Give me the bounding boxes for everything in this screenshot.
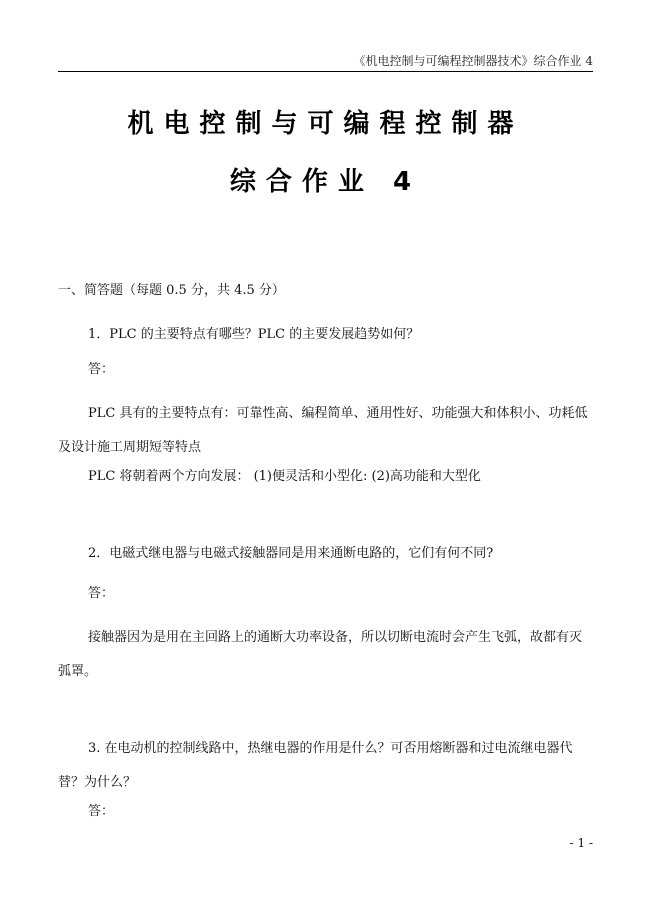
answer-label-1: 答： <box>88 362 115 377</box>
section-heading: 一、简答题（每题 0.5 分，共 4.5 分） <box>58 283 285 298</box>
answer-2-paragraph-1: 接触器因为是用在主回路上的通断大功率设备，所以切断电流时会产生飞弧，故都有灭弧罩。 <box>58 630 583 679</box>
header-rule <box>58 71 593 72</box>
document-title: 机电控制与可编程控制器 <box>127 109 524 139</box>
question-2: 2．电磁式继电器与电磁式接触器同是用来通断电路的，它们有何不同? <box>88 546 494 561</box>
answer-label-2: 答： <box>88 586 115 601</box>
page-number: - 1 - <box>569 836 593 850</box>
question-1: 1．PLC 的主要特点有哪些？PLC 的主要发展趋势如何？ <box>88 327 420 342</box>
answer-1-paragraph-1: PLC 具有的主要特点有：可靠性高、编程简单、通用性好、功能强大和体积小、功耗低及设计施工周期短等特点 <box>58 406 588 455</box>
document-subtitle: 综合作业 4 <box>229 167 422 197</box>
answer-label-3: 答： <box>88 804 115 819</box>
answer-1-paragraph-2: PLC 将朝着两个方向发展： (1)便灵活和小型化: (2)高功能和大型化 <box>88 469 481 484</box>
question-3: 3. 在电动机的控制线路中，热继电器的作用是什么？可否用熔断器和过电流继电器代替？为什么？ <box>58 741 573 790</box>
running-header: 《机电控制与可编程控制器技术》综合作业 4 <box>353 54 593 68</box>
